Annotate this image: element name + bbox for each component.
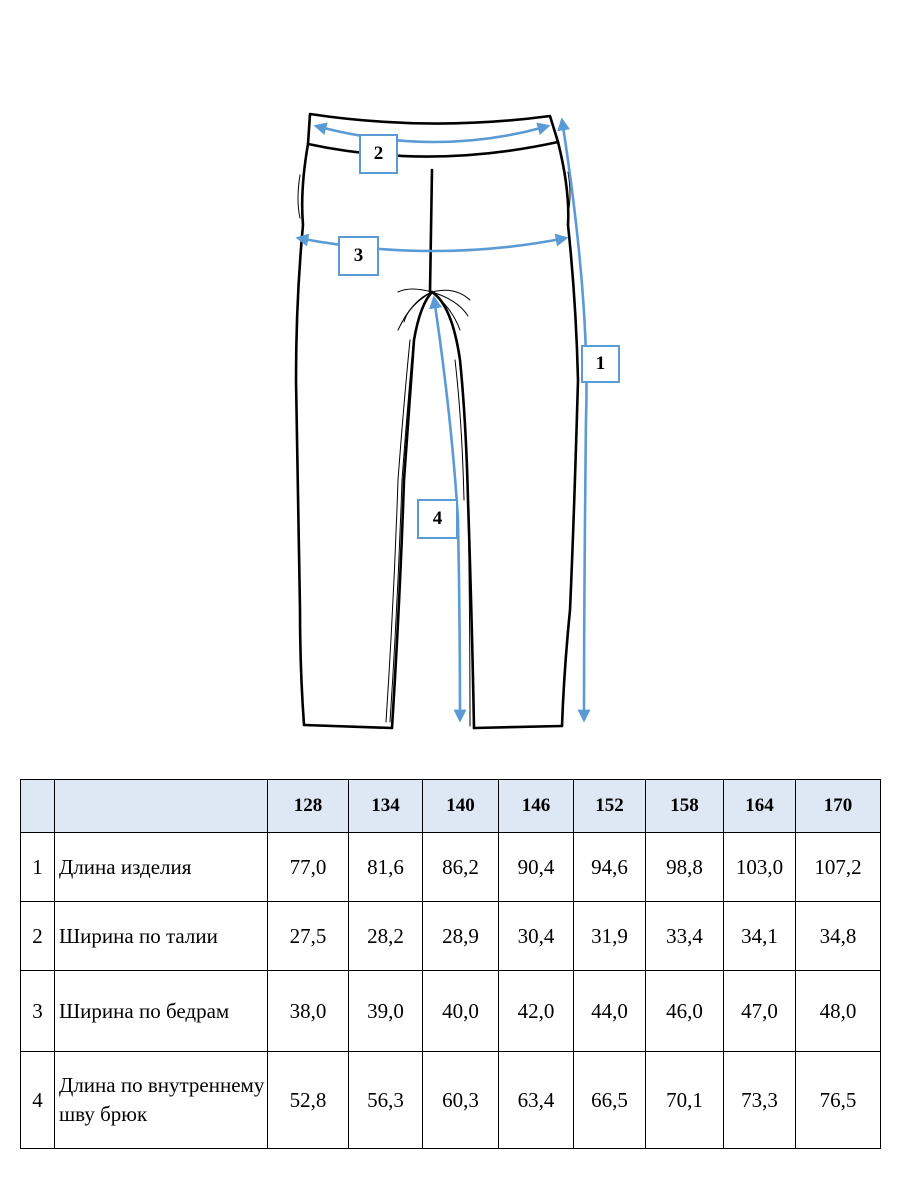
value-cell: 63,4 xyxy=(499,1052,574,1149)
value-cell: 70,1 xyxy=(646,1052,724,1149)
value-cell: 103,0 xyxy=(724,833,796,902)
value-cell: 39,0 xyxy=(349,971,423,1052)
table-row xyxy=(21,902,881,971)
value-cell: 46,0 xyxy=(646,971,724,1052)
value-cell: 81,6 xyxy=(349,833,423,902)
header-name-cell xyxy=(55,780,268,833)
value-cell: 34,1 xyxy=(724,902,796,971)
measurement-name: Длина изделия xyxy=(55,833,268,902)
measurement-name: Длина по внутреннему шву брюк xyxy=(55,1052,268,1149)
size-header: 140 xyxy=(423,780,499,833)
measure-arrows xyxy=(298,120,587,720)
measure-label-4: 4 xyxy=(417,499,458,539)
value-cell: 107,2 xyxy=(796,833,881,902)
size-header: 146 xyxy=(499,780,574,833)
measure-label-2: 2 xyxy=(359,134,398,174)
value-cell: 38,0 xyxy=(268,971,349,1052)
measure-label-3: 3 xyxy=(338,236,379,276)
value-cell: 42,0 xyxy=(499,971,574,1052)
table-row xyxy=(21,833,881,902)
size-header: 170 xyxy=(796,780,881,833)
size-header: 134 xyxy=(349,780,423,833)
value-cell: 44,0 xyxy=(574,971,646,1052)
value-cell: 34,8 xyxy=(796,902,881,971)
value-cell: 90,4 xyxy=(499,833,574,902)
measure-label-1: 1 xyxy=(581,345,620,383)
value-cell: 28,9 xyxy=(423,902,499,971)
measure-arrow-2 xyxy=(316,126,548,142)
value-cell: 48,0 xyxy=(796,971,881,1052)
value-cell: 31,9 xyxy=(574,902,646,971)
row-number: 2 xyxy=(21,902,55,971)
value-cell: 40,0 xyxy=(423,971,499,1052)
size-header: 128 xyxy=(268,780,349,833)
size-header-row xyxy=(21,780,881,833)
value-cell: 52,8 xyxy=(268,1052,349,1149)
row-number: 4 xyxy=(21,1052,55,1149)
value-cell: 30,4 xyxy=(499,902,574,971)
size-header: 152 xyxy=(574,780,646,833)
value-cell: 86,2 xyxy=(423,833,499,902)
measurement-name: Ширина по бедрам xyxy=(55,971,268,1052)
value-cell: 47,0 xyxy=(724,971,796,1052)
value-cell: 60,3 xyxy=(423,1052,499,1149)
value-cell: 28,2 xyxy=(349,902,423,971)
value-cell: 66,5 xyxy=(574,1052,646,1149)
pants-outline xyxy=(296,114,578,728)
table-row xyxy=(21,1052,881,1149)
table-row xyxy=(21,971,881,1052)
row-number: 1 xyxy=(21,833,55,902)
size-header: 158 xyxy=(646,780,724,833)
value-cell: 27,5 xyxy=(268,902,349,971)
size-header: 164 xyxy=(724,780,796,833)
value-cell: 73,3 xyxy=(724,1052,796,1149)
row-number: 3 xyxy=(21,971,55,1052)
value-cell: 76,5 xyxy=(796,1052,881,1149)
measure-arrow-1 xyxy=(562,120,587,720)
value-cell: 94,6 xyxy=(574,833,646,902)
value-cell: 33,4 xyxy=(646,902,724,971)
size-chart-table xyxy=(20,779,881,1149)
value-cell: 56,3 xyxy=(349,1052,423,1149)
measurement-name: Ширина по талии xyxy=(55,902,268,971)
value-cell: 98,8 xyxy=(646,833,724,902)
header-num-cell xyxy=(21,780,55,833)
value-cell: 77,0 xyxy=(268,833,349,902)
